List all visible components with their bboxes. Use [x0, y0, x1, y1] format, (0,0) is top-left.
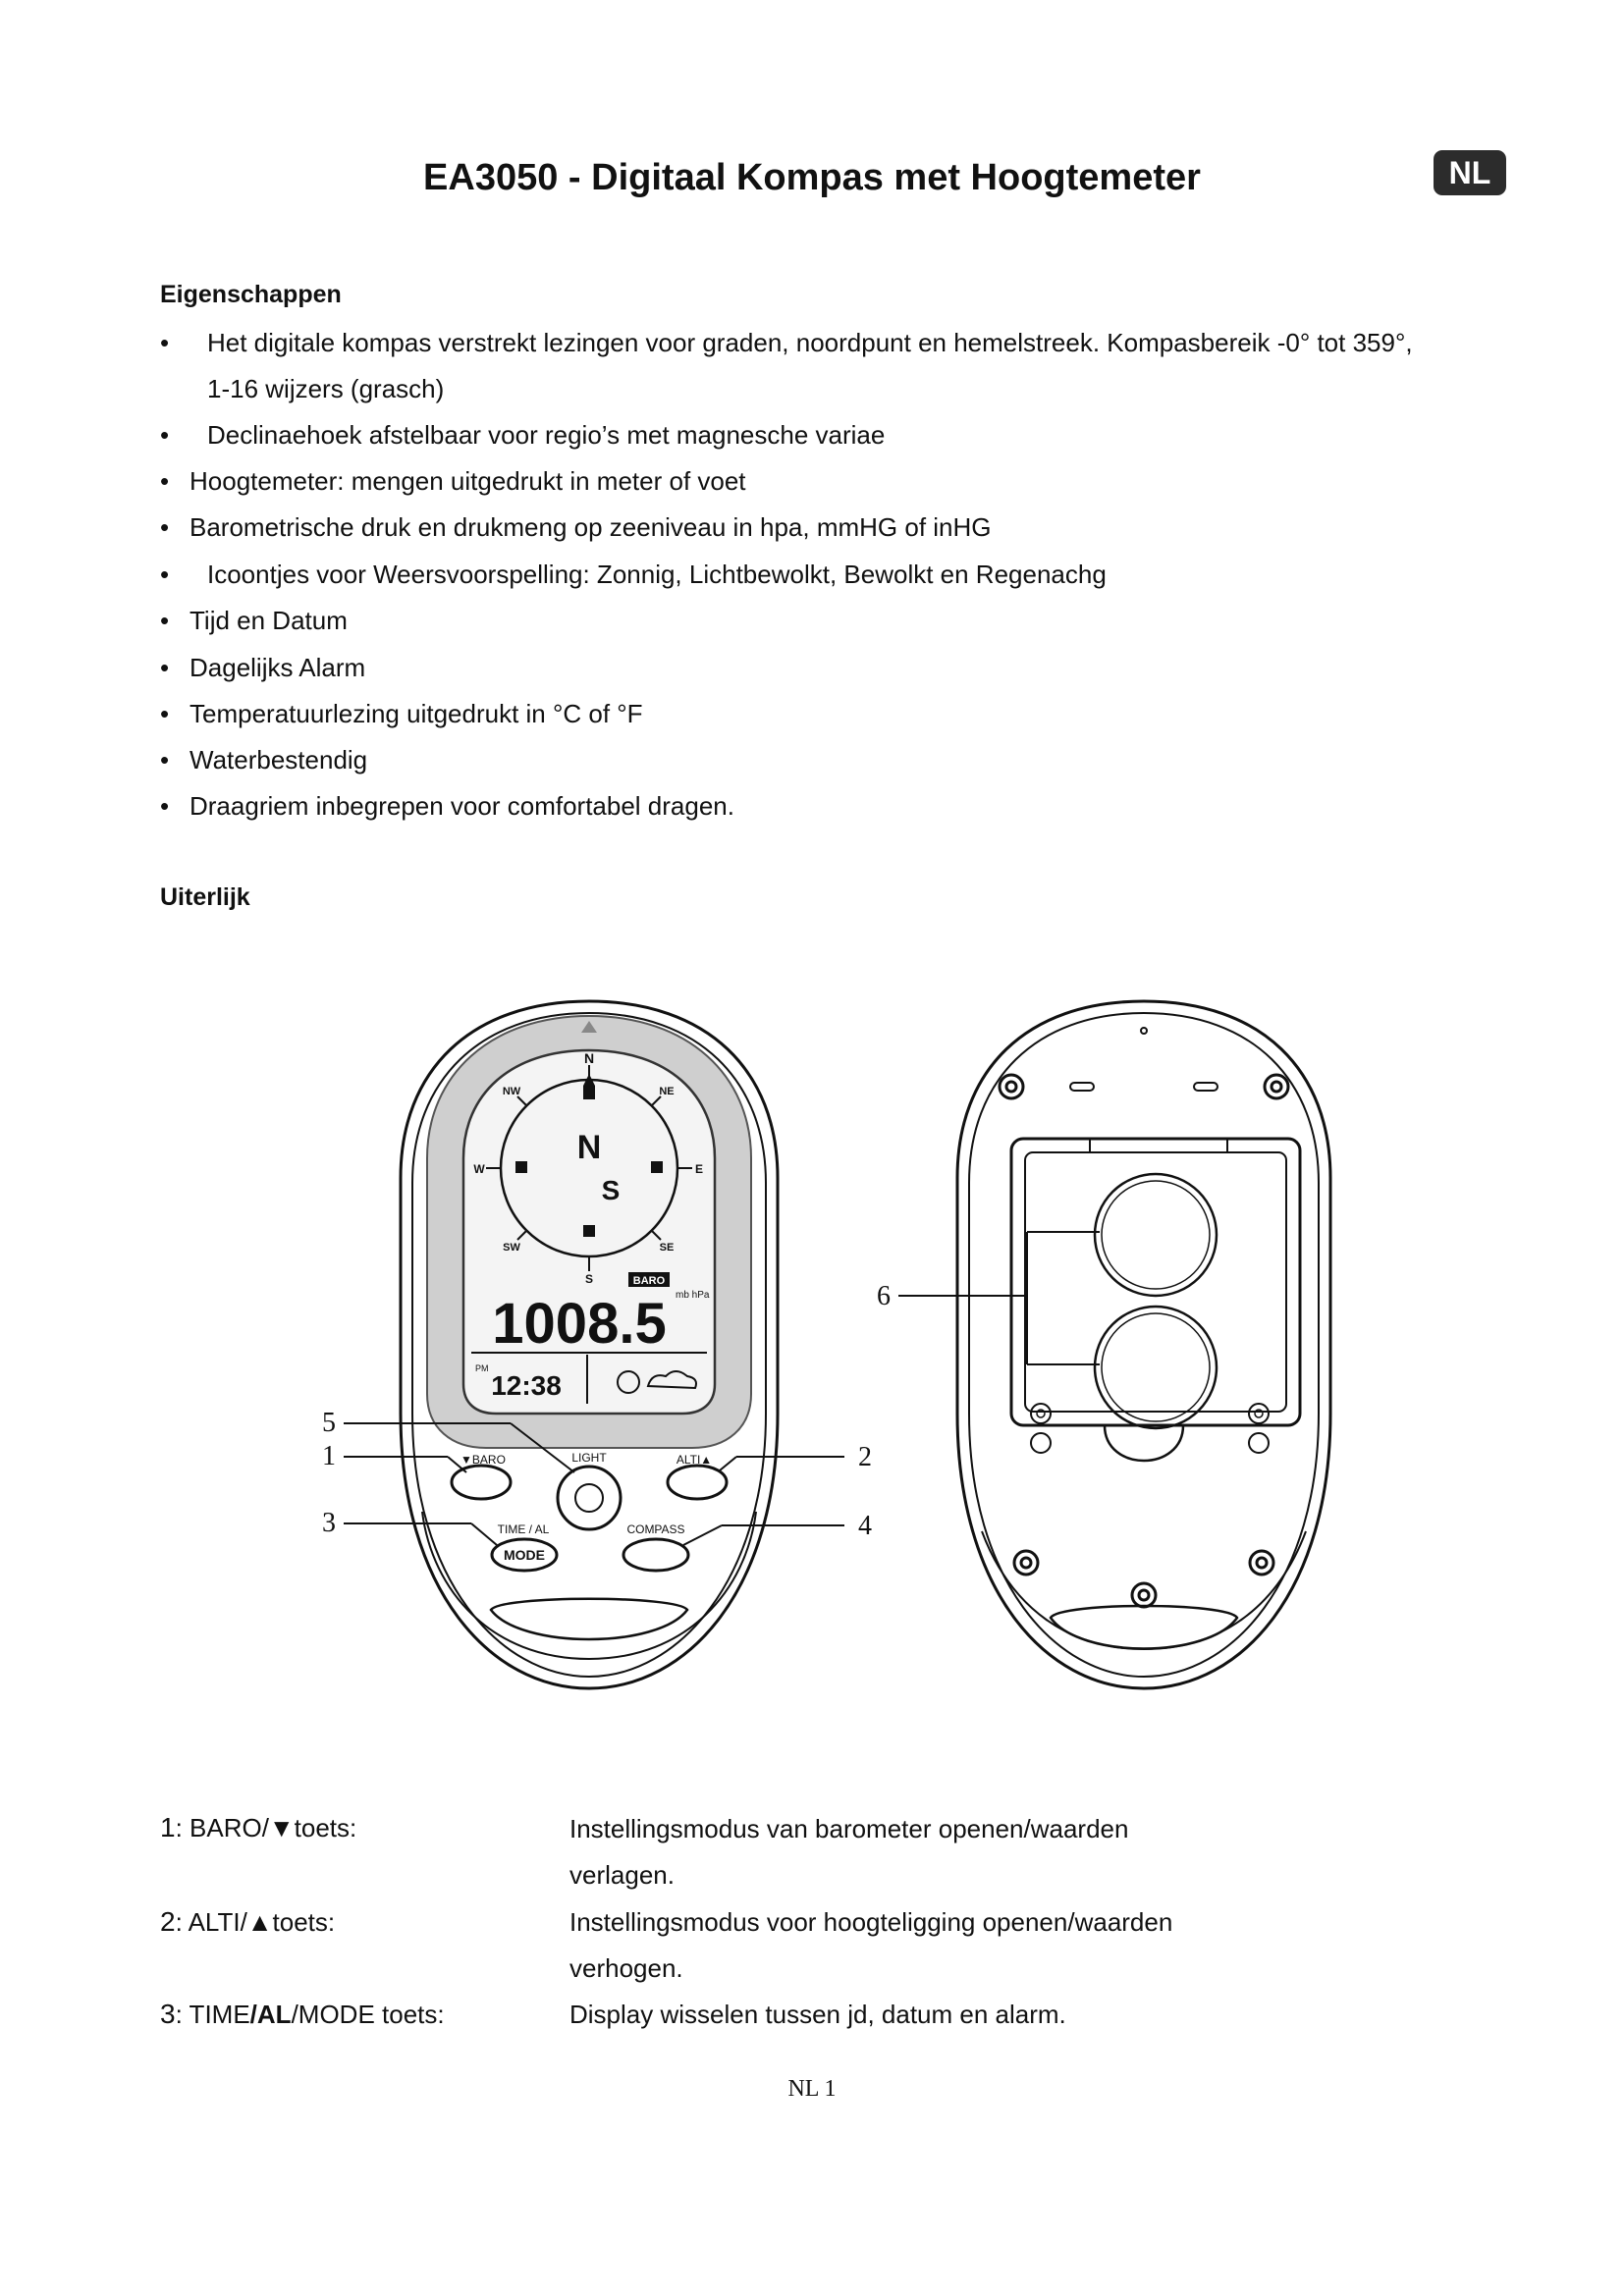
appearance-heading: Uiterlijk — [160, 883, 250, 911]
baro-button-label: ▼BARO — [460, 1453, 506, 1467]
key-number: 3 — [160, 1999, 176, 2029]
mode-button-label: MODE — [504, 1547, 545, 1563]
feature-text: Dagelijks Alarm — [189, 653, 366, 682]
compass-label-ne: NE — [659, 1086, 675, 1097]
key-name: : ALTI/▲toets: — [175, 1907, 336, 1937]
callout-3: 3 — [322, 1508, 336, 1538]
callout-6: 6 — [877, 1281, 891, 1311]
bullet-icon: • — [160, 560, 170, 589]
compass-label-sw: SW — [503, 1242, 520, 1254]
back-device — [957, 1001, 1330, 1688]
key-description-continued: verhogen. — [569, 1953, 683, 1983]
key-name-part: : TIME — [175, 2000, 250, 2029]
feature-text: Tijd en Datum — [189, 606, 348, 635]
key-name: : BARO/▼toets: — [175, 1813, 357, 1842]
feature-text: Icoontjes voor Weersvoorspelling: Zonnig, Lichtbewolkt, Bewolkt en Regenachg — [207, 560, 1107, 589]
key-description-continued: verlagen. — [569, 1860, 675, 1890]
bullet-icon: • — [160, 745, 170, 774]
key-number: 1 — [160, 1812, 176, 1842]
callout-5: 5 — [322, 1408, 336, 1438]
bullet-icon: • — [160, 466, 170, 496]
bullet-icon: • — [160, 606, 170, 635]
feature-text: Declinaehoek afstelbaar voor regio’s met magnesche variae — [207, 420, 886, 450]
compass-label-s: S — [584, 1272, 594, 1286]
lcd-pm-indicator: PM — [475, 1363, 489, 1373]
time-al-button-label: TIME / AL — [497, 1522, 550, 1536]
key-number: 2 — [160, 1906, 176, 1937]
key-label-time-al-mode — [160, 1999, 445, 2030]
lcd-pressure-unit: mb hPa — [676, 1290, 710, 1301]
page-title: EA3050 - Digitaal Kompas met Hoogtemeter — [423, 157, 1201, 198]
lcd-heading-letter: N — [576, 1129, 602, 1166]
lcd-degree-letter: S — [601, 1175, 621, 1205]
compass-label-se: SE — [659, 1242, 675, 1254]
key-name-part: /MODE toets: — [291, 2000, 445, 2029]
key-label-alti — [160, 1906, 335, 1938]
page-number: NL 1 — [787, 2076, 837, 2102]
bullet-icon: • — [160, 512, 170, 542]
callout-4: 4 — [858, 1511, 872, 1541]
feature-text: Barometrische druk en drukmeng op zeeniveau in hpa, mmHG of inHG — [189, 512, 992, 542]
key-description: Display wisselen tussen jd, datum en alarm. — [569, 2000, 1066, 2029]
feature-text: Draagriem inbegrepen voor comfortabel dragen. — [189, 791, 734, 821]
callout-1: 1 — [322, 1441, 336, 1471]
compass-label-e: E — [694, 1162, 704, 1176]
lcd-pressure-value: 1008.5 — [492, 1292, 667, 1356]
feature-text: Hoogtemeter: mengen uitgedrukt in meter of voet — [189, 466, 746, 496]
compass-label-nw: NW — [502, 1086, 521, 1097]
device-diagram — [0, 972, 1624, 1737]
bullet-icon: • — [160, 653, 170, 682]
key-description: Instellingsmodus voor hoogteligging openen/waarden — [569, 1907, 1173, 1937]
key-name-bold-part: /AL — [249, 2000, 292, 2029]
compass-button-label: COMPASS — [626, 1522, 685, 1536]
callout-2: 2 — [858, 1442, 872, 1472]
language-badge: NL — [1434, 150, 1506, 195]
alti-button-label: ALTI▲ — [676, 1453, 713, 1467]
feature-text: Temperatuurlezing uitgedrukt in °C of °F — [189, 699, 643, 728]
lcd-baro-tag: BARO — [632, 1275, 666, 1287]
bullet-icon: • — [160, 420, 170, 450]
bullet-icon: • — [160, 328, 170, 357]
feature-text: Waterbestendig — [189, 745, 368, 774]
bullet-icon: • — [160, 791, 170, 821]
feature-text: Het digitale kompas verstrekt lezingen voor graden, noordpunt en hemelstreek. Kompasbereik -0° tot 359°, — [207, 328, 1413, 357]
light-button-label: LIGHT — [571, 1451, 607, 1465]
bullet-icon: • — [160, 699, 170, 728]
key-label-baro — [160, 1812, 356, 1843]
feature-text-continued: 1-16 wijzers (grasch) — [207, 374, 445, 403]
compass-label-n: N — [583, 1050, 595, 1066]
features-heading: Eigenschappen — [160, 281, 342, 308]
key-description: Instellingsmodus van barometer openen/waarden — [569, 1814, 1129, 1843]
lcd-time: 12:38 — [491, 1370, 562, 1401]
compass-label-w: W — [473, 1162, 485, 1176]
